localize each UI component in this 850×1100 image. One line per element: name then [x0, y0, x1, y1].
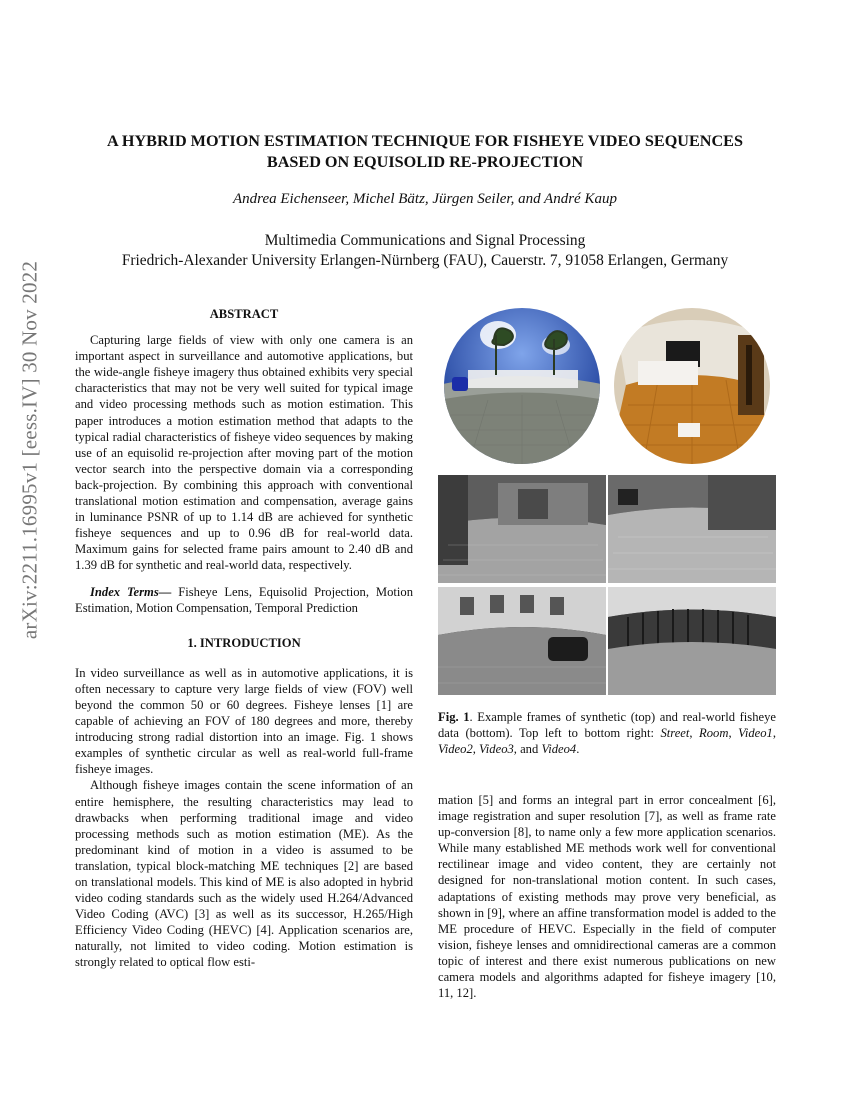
left-column	[75, 306, 413, 971]
index-terms-text: Fisheye Lens, Equisolid Projection, Motion Estimation, Motion Compensation, Temporal Prediction	[75, 584, 413, 615]
right-paragraph-1: mation [5] and forms an integral part in error concealment [6], image registration and super resolution [7], as well as frame rate up-conversion [8], to name only a few more application scenarios. While many established ME methods work well for conventional rectilinear image and video content, they are certainly not designed for non-translational motion content. In such cases, adaptations of existing methods may prove very beneficial, as shown in [9], where an affine transformation model is added to the ME procedure of HEVC. Especially in the field of computer vision, fisheye lenses and omnidirectional cameras are a common topic of interest and there exist numerous publications on new camera models and algorithms adapted for fisheye imagery [10, 11, 12].	[438, 793, 776, 1001]
paper-title	[60, 131, 790, 173]
title-line-1: A HYBRID MOTION ESTIMATION TECHNIQUE FOR FISHEYE VIDEO SEQUENCES	[107, 132, 743, 150]
fisheye-video3-image	[438, 587, 606, 695]
abstract-text: Capturing large fields of view with only one camera is an important aspect in surveillance and automotive applications, but the wide-angle fisheye imagery thus obtained exhibits very special characteristics that may not be very well suited for typical image and video processing methods such as motion estimation. This paper introduces a motion estimation method that adapts to the typical radial characteristics of fisheye video sequences by making use of an equisolid re-projection after moving part of the motion vector search into the perspective domain via a corresponding back-projection. By combining this approach with conventional translational motion estimation and compensation, average gains in luminance PSNR of up to 1.14 dB are achieved for synthetic fisheye sequences and up to 0.96 dB for real-world data. Maximum gains for selected frame pairs amount to 2.40 dB and 1.39 dB for synthetic and real-world data, respectively.	[75, 333, 413, 573]
arxiv-identifier-text: arXiv:2211.16995v1 [eess.IV] 30 Nov 2022	[17, 260, 42, 640]
caption-name-video3: Video3	[479, 742, 514, 757]
caption-name-video1: Video1	[738, 726, 773, 741]
index-terms-label: Index Terms—	[90, 584, 172, 599]
arxiv-identifier	[10, 250, 50, 650]
caption-name-room: Room	[699, 726, 729, 741]
intro-paragraph-1: In video surveillance as well as in automotive applications, it is often necessary to capture very large fields of view (FOV) well beyond the common 50 or 60 degrees. Fisheye lenses [1] are capable of achieving an FOV of 180 degrees and more, thereby introducing strong radial distortion into an image. Fig. 1 shows examples of synthetic circular as well as real-world full-frame fisheye images.	[75, 665, 413, 777]
fisheye-street-image	[438, 305, 606, 467]
fisheye-video2-image	[608, 475, 776, 583]
abstract-heading: ABSTRACT	[209, 307, 279, 321]
caption-name-video2: Video2	[438, 742, 473, 757]
caption-name-video4: Video4	[541, 742, 577, 757]
affiliation	[60, 231, 790, 270]
intro-paragraph-2: Although fisheye images contain the scene information of an entire hemisphere, the resulting characteristics may lead to drawbacks when performing traditional image and video processing methods such as motion estimation (ME). As the predominant kind of motion in a video is assumed to be translation, typical block-matching ME techniques [2] are based on translational models. This kind of ME is also adopted in hybrid video coding standards such as the widely used H.264/Advanced Video Coding (AVC) [3] as well as its successor, H.265/High Efficiency Video Coding (HEVC) [4]. Application scenarios are, naturally, not limited to video coding. Motion estimation is strongly related to optical flow esti-	[75, 778, 413, 970]
fisheye-room-image	[608, 305, 776, 467]
authors: Andrea Eichenseer, Michel Bätz, Jürgen Seiler, and André Kaup	[233, 191, 617, 207]
fisheye-video1-image	[438, 475, 606, 583]
title-line-2: BASED ON EQUISOLID RE-PROJECTION	[266, 153, 584, 171]
caption-text: . Example frames of synthetic (top) and real-world fisheye data (bottom). Top left to bottom right:	[438, 710, 776, 741]
affiliation-line-2: Friedrich-Alexander University Erlangen-Nürnberg (FAU), Cauerstr. 7, 91058 Erlangen, Germany	[121, 251, 729, 269]
fisheye-video4-image	[608, 587, 776, 695]
intro-heading: 1. INTRODUCTION	[187, 635, 301, 650]
figure-caption: Fig. 1. Example frames of synthetic (top) and real-world fisheye data (bottom). Top left to bottom right: Street, Room, Video1, Video2, Video3, and Video4.	[438, 710, 776, 757]
right-column	[438, 792, 776, 1001]
caption-name-street: Street	[660, 726, 690, 741]
figure-1	[438, 305, 776, 695]
caption-label: Fig. 1	[438, 710, 470, 724]
index-terms	[75, 584, 413, 616]
affiliation-line-1: Multimedia Communications and Signal Processing	[264, 232, 586, 249]
